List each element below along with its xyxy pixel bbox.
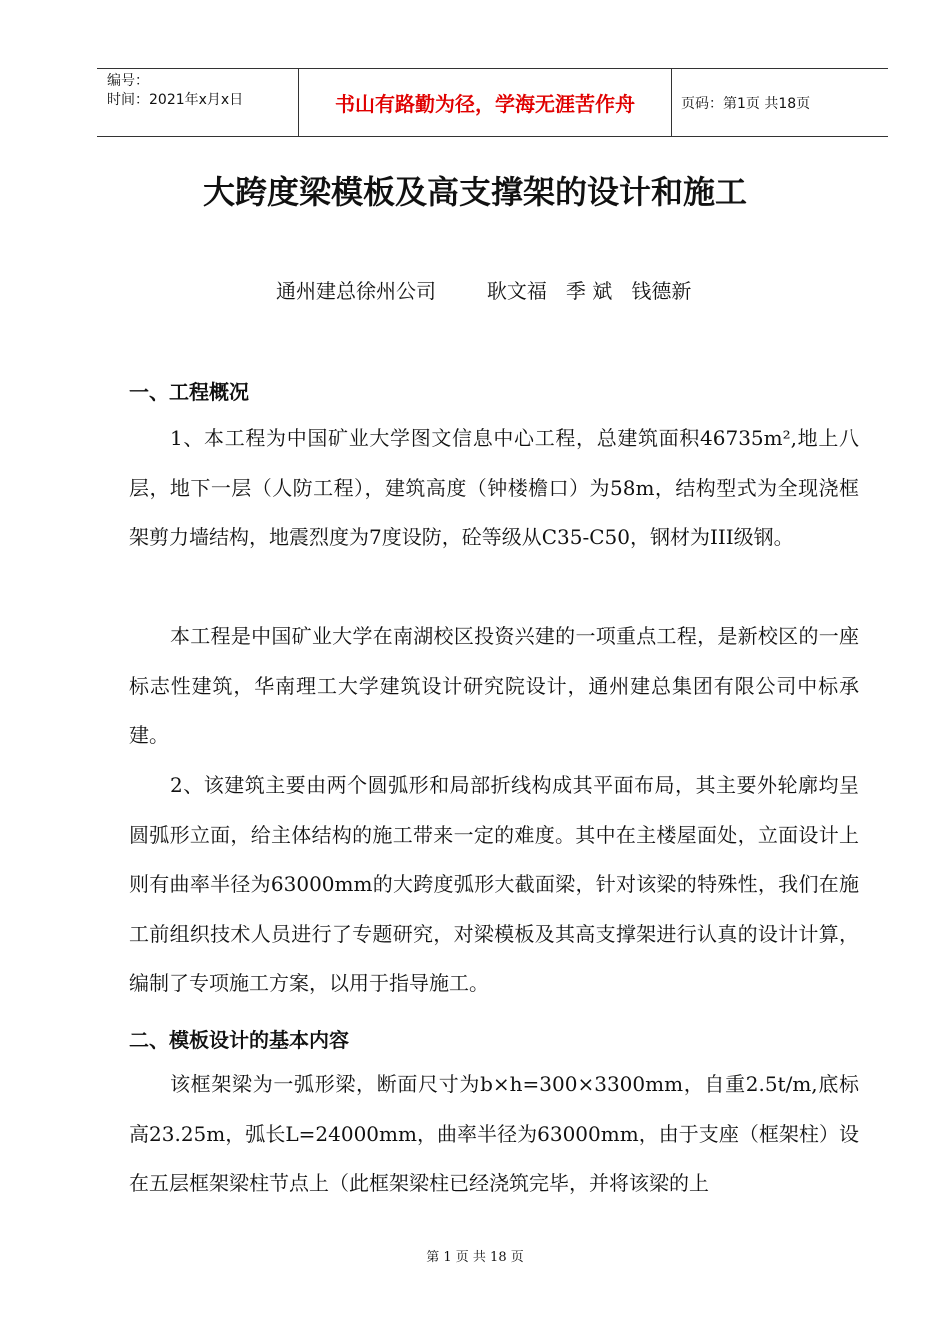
header-page-info: 页码：第1页 共18页	[681, 95, 811, 112]
section-heading-template-design: 二、模板设计的基本内容	[129, 1028, 349, 1052]
paragraph-4: 该框架梁为一弧形梁，断面尺寸为b×h=300×3300mm，自重2.5t/m,底标高23.25m，弧长L=24000mm，曲率半径为63000mm，由于支座（框架柱）设在五层框架梁柱节点上（此框架梁柱已经浇筑完毕，并将该梁的上	[129, 1072, 859, 1195]
header-time: 时间：2021年x月x日	[107, 92, 244, 108]
header-slogan: 书山有路勤为径，学海无涯苦作舟	[299, 69, 672, 136]
header-meta	[97, 69, 299, 136]
paragraph-2: 本工程是中国矿业大学在南湖校区投资兴建的一项重点工程，是新校区的一座标志性建筑，华南理工大学建筑设计研究院设计，通州建总集团有限公司中标承建。	[129, 624, 859, 747]
document-title: 大跨度梁模板及高支撑架的设计和施工	[202, 173, 747, 211]
paragraph-3: 2、该建筑主要由两个圆弧形和局部折线构成其平面布局，其主要外轮廓均呈圆弧形立面，给主体结构的施工带来一定的难度。其中在主楼屋面处，立面设计上则有曲率半径为63000mm的大跨度弧形大截面梁，针对该梁的特殊性，我们在施工前组织技术人员进行了专题研究，对梁模板及其高支撑架进行认真的设计计算，编制了专项施工方案，以用于指导施工。	[129, 773, 859, 995]
authors-line: 通州建总徐州公司 耿文福 季 斌 钱德新	[276, 279, 692, 303]
section-heading-overview: 一、工程概况	[129, 380, 249, 404]
page-footer: 第 1 页 共 18 页	[426, 1250, 524, 1265]
paragraph-1: 1、本工程为中国矿业大学图文信息中心工程，总建筑面积46735m²,地上八层，地下一层（人防工程），建筑高度（钟楼檐口）为58m，结构型式为全现浇框架剪力墙结构，地震烈度为7度设防，砼等级从C35-C50，钢材为III级钢。	[129, 426, 859, 549]
page-header	[97, 68, 888, 137]
header-number: 编号：	[107, 73, 149, 89]
